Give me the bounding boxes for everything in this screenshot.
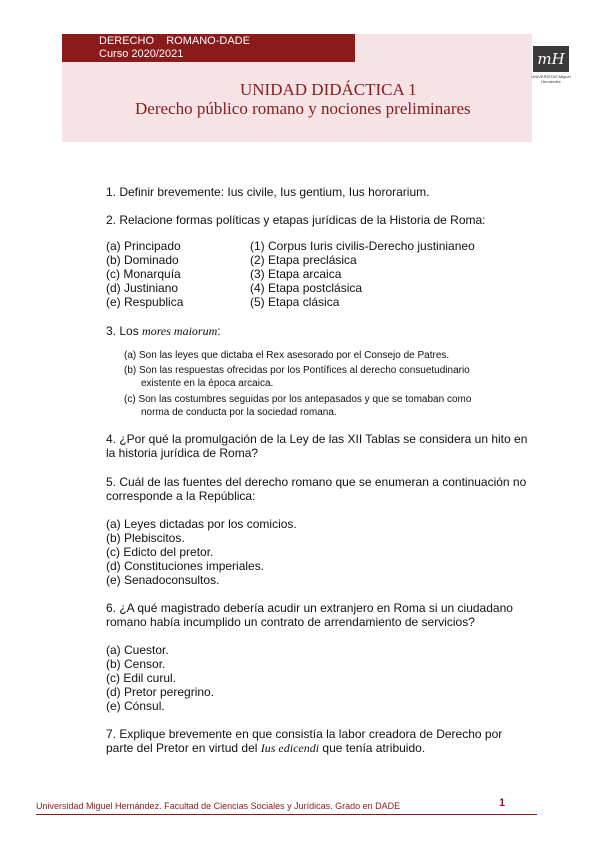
question-2: 2. Relacione formas políticas y etapas jurídicas de la Historia de Roma:: [106, 213, 486, 227]
question-7-continuation: [106, 741, 425, 755]
q5-option: (d) Constituciones imperiales.: [106, 559, 265, 573]
question-6-continuation: romano había incumplido un contrato de arrendamiento de servicios?: [106, 615, 475, 629]
q2-right-item: (2) Etapa preclásica: [250, 253, 357, 267]
q2-right-item: (3) Etapa arcaica: [250, 267, 342, 281]
question-1: 1. Definir brevemente: Ius civile, Ius gentium, Ius hororarium.: [106, 185, 430, 199]
question-4: 4. ¿Por qué la promulgación de la Ley de las XII Tablas se considera un hito en: [106, 432, 528, 446]
q6-option: (d) Pretor peregrino.: [106, 685, 215, 699]
q7-prefix: parte del Pretor en virtud del: [106, 741, 261, 755]
q6-option: (b) Censor.: [106, 657, 166, 671]
q6-option: (e) Cónsul.: [106, 699, 165, 713]
q3-prefix: 3. Los: [106, 324, 143, 338]
q3-option: (c) Son las costumbres seguidas por los antepasados y que se tomaban como: [124, 394, 472, 405]
unit-title: UNIDAD DIDÁCTICA 1: [240, 80, 417, 99]
question-5-continuation: corresponde a la República:: [106, 489, 256, 503]
q6-option: (c) Edil curul.: [106, 671, 177, 685]
q2-right-item: (4) Etapa postclásica: [250, 281, 363, 295]
q3-italic-term: mores maiorum: [142, 324, 218, 338]
q5-option: (e) Senadoconsultos.: [106, 573, 220, 587]
unit-subtitle: Derecho público romano y nociones preliminares: [135, 99, 471, 118]
question-6: 6. ¿A qué magistrado debería acudir un extranjero en Roma si un ciudadano: [106, 601, 513, 615]
logo-mark: mH: [533, 46, 569, 72]
university-logo: [533, 46, 569, 86]
question-4-continuation: la historia jurídica de Roma?: [106, 446, 259, 460]
course-title: DERECHO ROMANO-DADE: [99, 35, 250, 47]
q2-left-item: (b) Dominado: [106, 253, 179, 267]
question-3: [106, 324, 221, 338]
q2-right-item: (1) Corpus Iuris civilis-Derecho justinianeo: [250, 239, 475, 253]
q2-left-item: (d) Justiniano: [106, 281, 179, 295]
q5-option: (c) Edicto del pretor.: [106, 545, 214, 559]
question-7: 7. Explique brevemente en que consistía la labor creadora de Derecho por: [106, 727, 503, 741]
q2-left-item: (a) Principado: [106, 239, 181, 253]
footer-text: Universidad Miguel Hernández. Facultad de Ciencias Sociales y Jurídicas. Grado en DADE: [36, 801, 401, 811]
q2-right-item: (5) Etapa clásica: [250, 295, 340, 309]
q7-suffix: que tenía atribuido.: [319, 741, 426, 755]
page-number: 1: [499, 797, 506, 809]
q3-option: (b) Son las respuestas ofrecidas por los Pontífices al derecho consuetudinario: [124, 365, 470, 376]
q5-option: (b) Plebiscitos.: [106, 531, 185, 545]
q2-left-item: (e) Respublica: [106, 295, 184, 309]
q7-italic-term: Ius edicendi: [260, 741, 320, 755]
footer-divider: [36, 814, 537, 815]
course-year: Curso 2020/2021: [99, 48, 184, 60]
q2-left-item: (c) Monarquía: [106, 267, 181, 281]
q5-option: (a) Leyes dictadas por los comicios.: [106, 517, 297, 531]
q3-option-continuation: existente en la época arcaica.: [141, 378, 274, 389]
question-5: 5. Cuál de las fuentes del derecho romano que se enumeran a continuación no: [106, 475, 527, 489]
q6-option: (a) Cuestor.: [106, 643, 169, 657]
logo-text: UNIVERSITAS Miguel Hernández: [531, 74, 571, 84]
q3-option-continuation: norma de conducta por la sociedad romana.: [141, 407, 337, 418]
q3-option: (a) Son las leyes que dictaba el Rex asesorado por el Consejo de Patres.: [124, 350, 450, 361]
q3-suffix: :: [217, 324, 221, 338]
